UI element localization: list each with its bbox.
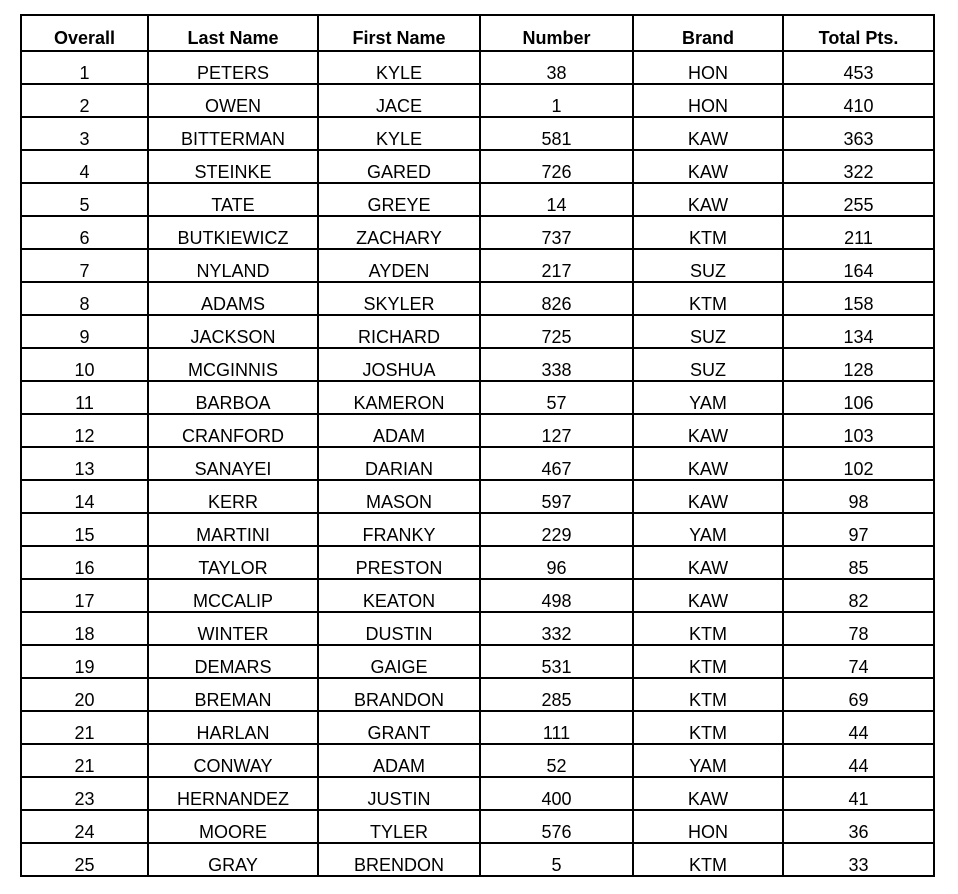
brand-cell: YAM	[633, 744, 783, 777]
brand-cell: KAW	[633, 480, 783, 513]
last-name-cell: NYLAND	[148, 249, 318, 282]
header-overall: Overall	[21, 15, 148, 51]
first-name-cell: FRANKY	[318, 513, 480, 546]
number-cell: 127	[480, 414, 633, 447]
overall-cell: 16	[21, 546, 148, 579]
last-name-cell: STEINKE	[148, 150, 318, 183]
overall-cell: 21	[21, 711, 148, 744]
last-name-cell: SANAYEI	[148, 447, 318, 480]
number-cell: 467	[480, 447, 633, 480]
last-name-cell: CONWAY	[148, 744, 318, 777]
table-row	[21, 810, 934, 843]
overall-cell: 11	[21, 381, 148, 414]
total-pts-cell: 102	[783, 447, 934, 480]
brand-cell: HON	[633, 84, 783, 117]
number-cell: 338	[480, 348, 633, 381]
total-pts-cell: 41	[783, 777, 934, 810]
number-cell: 726	[480, 150, 633, 183]
last-name-cell: BITTERMAN	[148, 117, 318, 150]
first-name-cell: TYLER	[318, 810, 480, 843]
overall-cell: 17	[21, 579, 148, 612]
first-name-cell: RICHARD	[318, 315, 480, 348]
table-body	[21, 51, 934, 876]
number-cell: 826	[480, 282, 633, 315]
brand-cell: KTM	[633, 612, 783, 645]
last-name-cell: TATE	[148, 183, 318, 216]
first-name-cell: KAMERON	[318, 381, 480, 414]
brand-cell: HON	[633, 810, 783, 843]
table-row	[21, 381, 934, 414]
brand-cell: KTM	[633, 282, 783, 315]
total-pts-cell: 211	[783, 216, 934, 249]
number-cell: 285	[480, 678, 633, 711]
brand-cell: SUZ	[633, 249, 783, 282]
first-name-cell: BRENDON	[318, 843, 480, 876]
brand-cell: KAW	[633, 150, 783, 183]
number-cell: 96	[480, 546, 633, 579]
first-name-cell: MASON	[318, 480, 480, 513]
brand-cell: HON	[633, 51, 783, 84]
overall-cell: 8	[21, 282, 148, 315]
first-name-cell: GRANT	[318, 711, 480, 744]
standings-table	[20, 14, 935, 877]
overall-cell: 12	[21, 414, 148, 447]
total-pts-cell: 410	[783, 84, 934, 117]
first-name-cell: DUSTIN	[318, 612, 480, 645]
last-name-cell: ADAMS	[148, 282, 318, 315]
total-pts-cell: 106	[783, 381, 934, 414]
total-pts-cell: 36	[783, 810, 934, 843]
table-row	[21, 51, 934, 84]
table-header	[21, 15, 934, 51]
brand-cell: YAM	[633, 381, 783, 414]
number-cell: 725	[480, 315, 633, 348]
number-cell: 111	[480, 711, 633, 744]
first-name-cell: AYDEN	[318, 249, 480, 282]
last-name-cell: OWEN	[148, 84, 318, 117]
overall-cell: 20	[21, 678, 148, 711]
number-cell: 14	[480, 183, 633, 216]
overall-cell: 14	[21, 480, 148, 513]
header-brand: Brand	[633, 15, 783, 51]
total-pts-cell: 158	[783, 282, 934, 315]
brand-cell: KTM	[633, 678, 783, 711]
table-row	[21, 348, 934, 381]
overall-cell: 1	[21, 51, 148, 84]
first-name-cell: JACE	[318, 84, 480, 117]
table-row	[21, 414, 934, 447]
header-total-pts: Total Pts.	[783, 15, 934, 51]
first-name-cell: PRESTON	[318, 546, 480, 579]
last-name-cell: MOORE	[148, 810, 318, 843]
table-row	[21, 678, 934, 711]
number-cell: 38	[480, 51, 633, 84]
overall-cell: 7	[21, 249, 148, 282]
number-cell: 400	[480, 777, 633, 810]
overall-cell: 18	[21, 612, 148, 645]
table-row	[21, 480, 934, 513]
number-cell: 531	[480, 645, 633, 678]
number-cell: 57	[480, 381, 633, 414]
brand-cell: KAW	[633, 579, 783, 612]
table-row	[21, 645, 934, 678]
brand-cell: KAW	[633, 183, 783, 216]
overall-cell: 23	[21, 777, 148, 810]
number-cell: 576	[480, 810, 633, 843]
table-row	[21, 315, 934, 348]
brand-cell: SUZ	[633, 315, 783, 348]
last-name-cell: GRAY	[148, 843, 318, 876]
last-name-cell: BREMAN	[148, 678, 318, 711]
first-name-cell: KYLE	[318, 51, 480, 84]
total-pts-cell: 33	[783, 843, 934, 876]
number-cell: 1	[480, 84, 633, 117]
first-name-cell: GARED	[318, 150, 480, 183]
overall-cell: 25	[21, 843, 148, 876]
brand-cell: YAM	[633, 513, 783, 546]
brand-cell: KAW	[633, 447, 783, 480]
last-name-cell: MCCALIP	[148, 579, 318, 612]
first-name-cell: SKYLER	[318, 282, 480, 315]
number-cell: 229	[480, 513, 633, 546]
table-row	[21, 447, 934, 480]
table-row	[21, 579, 934, 612]
total-pts-cell: 255	[783, 183, 934, 216]
total-pts-cell: 453	[783, 51, 934, 84]
overall-cell: 15	[21, 513, 148, 546]
total-pts-cell: 128	[783, 348, 934, 381]
total-pts-cell: 85	[783, 546, 934, 579]
table-row	[21, 513, 934, 546]
last-name-cell: CRANFORD	[148, 414, 318, 447]
table-row	[21, 84, 934, 117]
last-name-cell: WINTER	[148, 612, 318, 645]
table-row	[21, 249, 934, 282]
table-row	[21, 183, 934, 216]
total-pts-cell: 134	[783, 315, 934, 348]
overall-cell: 5	[21, 183, 148, 216]
last-name-cell: DEMARS	[148, 645, 318, 678]
table-row	[21, 546, 934, 579]
table-row	[21, 150, 934, 183]
header-last-name: Last Name	[148, 15, 318, 51]
first-name-cell: GREYE	[318, 183, 480, 216]
overall-cell: 21	[21, 744, 148, 777]
brand-cell: KTM	[633, 843, 783, 876]
last-name-cell: HERNANDEZ	[148, 777, 318, 810]
number-cell: 52	[480, 744, 633, 777]
brand-cell: KAW	[633, 546, 783, 579]
table-row	[21, 612, 934, 645]
brand-cell: KAW	[633, 414, 783, 447]
first-name-cell: JUSTIN	[318, 777, 480, 810]
header-row	[21, 15, 934, 51]
overall-cell: 6	[21, 216, 148, 249]
table-row	[21, 117, 934, 150]
number-cell: 597	[480, 480, 633, 513]
total-pts-cell: 363	[783, 117, 934, 150]
first-name-cell: BRANDON	[318, 678, 480, 711]
table-row	[21, 282, 934, 315]
brand-cell: KTM	[633, 216, 783, 249]
last-name-cell: BARBOA	[148, 381, 318, 414]
total-pts-cell: 44	[783, 711, 934, 744]
total-pts-cell: 103	[783, 414, 934, 447]
total-pts-cell: 78	[783, 612, 934, 645]
total-pts-cell: 322	[783, 150, 934, 183]
overall-cell: 2	[21, 84, 148, 117]
overall-cell: 9	[21, 315, 148, 348]
table-row	[21, 843, 934, 876]
first-name-cell: KEATON	[318, 579, 480, 612]
first-name-cell: ADAM	[318, 744, 480, 777]
first-name-cell: JOSHUA	[318, 348, 480, 381]
last-name-cell: MCGINNIS	[148, 348, 318, 381]
number-cell: 581	[480, 117, 633, 150]
table-row	[21, 777, 934, 810]
overall-cell: 4	[21, 150, 148, 183]
overall-cell: 24	[21, 810, 148, 843]
total-pts-cell: 97	[783, 513, 934, 546]
last-name-cell: KERR	[148, 480, 318, 513]
brand-cell: KTM	[633, 711, 783, 744]
total-pts-cell: 69	[783, 678, 934, 711]
number-cell: 5	[480, 843, 633, 876]
number-cell: 737	[480, 216, 633, 249]
overall-cell: 19	[21, 645, 148, 678]
overall-cell: 10	[21, 348, 148, 381]
last-name-cell: PETERS	[148, 51, 318, 84]
total-pts-cell: 74	[783, 645, 934, 678]
table-row	[21, 216, 934, 249]
total-pts-cell: 164	[783, 249, 934, 282]
first-name-cell: GAIGE	[318, 645, 480, 678]
brand-cell: KAW	[633, 117, 783, 150]
last-name-cell: TAYLOR	[148, 546, 318, 579]
overall-cell: 3	[21, 117, 148, 150]
last-name-cell: BUTKIEWICZ	[148, 216, 318, 249]
last-name-cell: JACKSON	[148, 315, 318, 348]
header-first-name: First Name	[318, 15, 480, 51]
total-pts-cell: 44	[783, 744, 934, 777]
number-cell: 498	[480, 579, 633, 612]
last-name-cell: MARTINI	[148, 513, 318, 546]
first-name-cell: ADAM	[318, 414, 480, 447]
number-cell: 217	[480, 249, 633, 282]
first-name-cell: DARIAN	[318, 447, 480, 480]
brand-cell: KAW	[633, 777, 783, 810]
overall-cell: 13	[21, 447, 148, 480]
total-pts-cell: 82	[783, 579, 934, 612]
table-row	[21, 744, 934, 777]
last-name-cell: HARLAN	[148, 711, 318, 744]
header-number: Number	[480, 15, 633, 51]
first-name-cell: KYLE	[318, 117, 480, 150]
first-name-cell: ZACHARY	[318, 216, 480, 249]
total-pts-cell: 98	[783, 480, 934, 513]
number-cell: 332	[480, 612, 633, 645]
table-row	[21, 711, 934, 744]
brand-cell: SUZ	[633, 348, 783, 381]
brand-cell: KTM	[633, 645, 783, 678]
